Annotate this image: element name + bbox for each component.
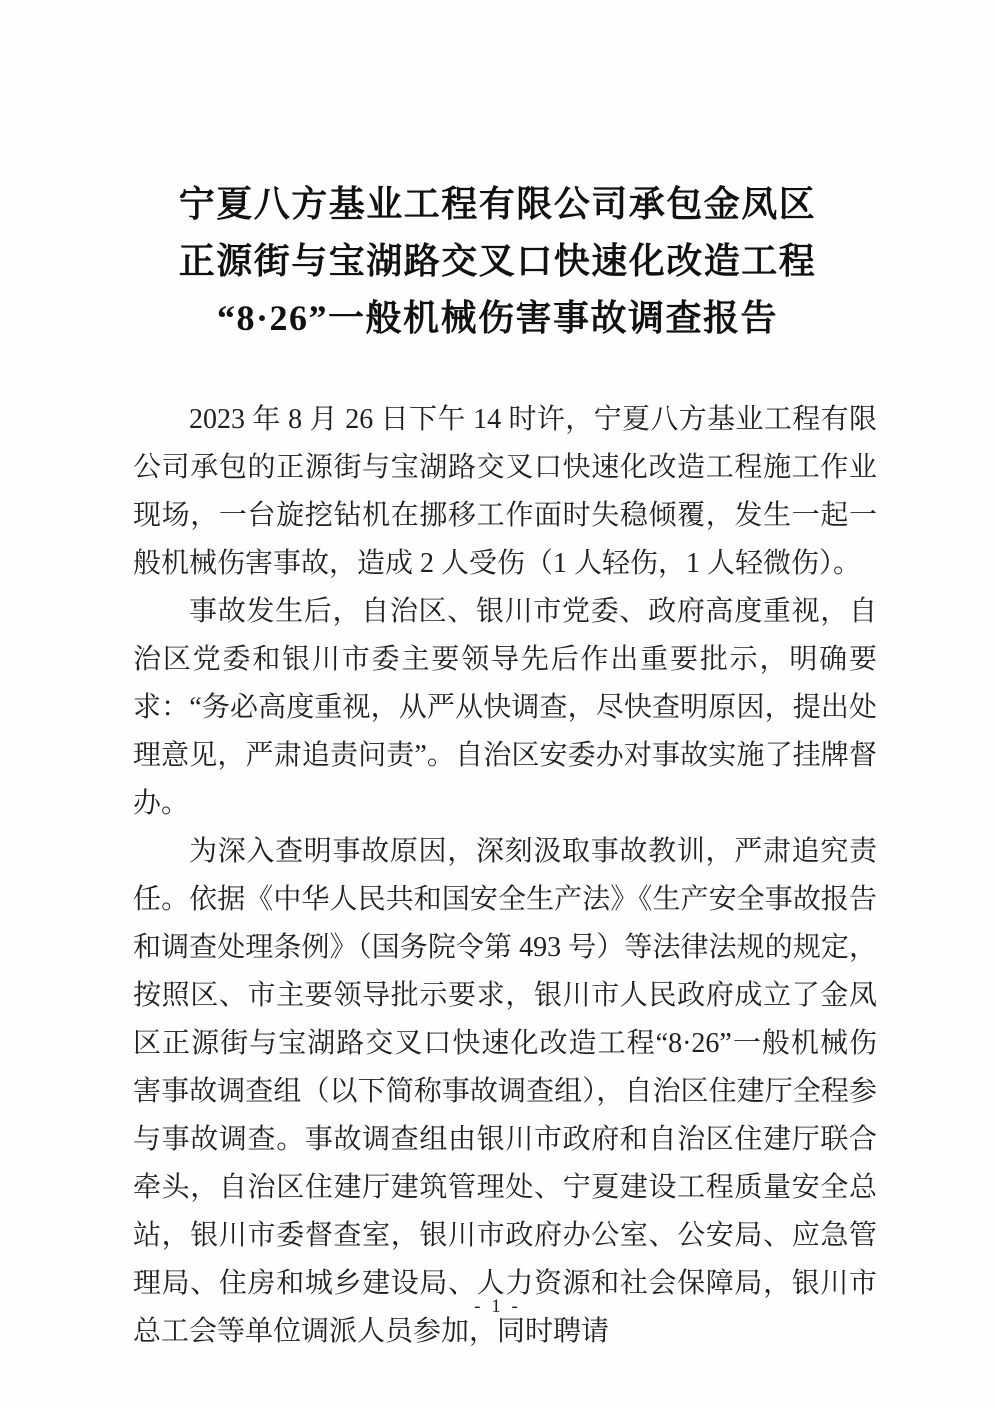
title-line-2: 正源街与宝湖路交叉口快速化改造工程 — [178, 241, 817, 281]
title-line-3: “8·26”一般机械伤害事故调查报告 — [216, 298, 778, 338]
paragraph-government-response: 事故发生后，自治区、银川市党委、政府高度重视，自治区党委和银川市委主要领导先后作出重要批示，明确要求：“务必高度重视，从严从快调查，尽快查明原因，提出处理意见，严肃追责问责”。自治区安委办对事故实施了挂牌督办。 — [133, 596, 877, 819]
document-title — [60, 176, 935, 347]
paragraph-investigation-team: 为深入查明事故原因，深刻汲取事故教训，严肃追究责任。依据《中华人民共和国安全生产法》《生产安全事故报告和调查处理条例》（国务院令第 493 号）等法律法规的规定，按照区、市主要领导批示要求，银川市人民政府成立了金凤区正源街与宝湖路交叉口快速化改造工程“8·26”一般机械伤害事故调查组（以下简称事故调查组），自治区住建厅全程参与事故调查。事故调查组由银川市政府和自治区住建厅联合牵头，自治区住建厅建筑管理处、宁夏建设工程质量安全总站，银川市委督查室，银川市政府办公室、公安局、应急管理局、住房和城乡建设局、人力资源和社会保障局，银川市总工会等单位调派人员参加，同时聘请 — [133, 836, 877, 1347]
title-line-1: 宁夏八方基业工程有限公司承包金凤区 — [178, 184, 817, 224]
document-body — [133, 396, 877, 1356]
page-number: - 1 - — [474, 1296, 521, 1317]
paragraph-incident-summary: 2023 年 8 月 26 日下午 14 时许，宁夏八方基业工程有限公司承包的正源街与宝湖路交叉口快速化改造工程施工作业现场，一台旋挖钻机在挪移工作面时失稳倾覆，发生一起一般机械伤害事故，造成 2 人受伤（1 人轻伤，1 人轻微伤）。 — [133, 404, 877, 579]
